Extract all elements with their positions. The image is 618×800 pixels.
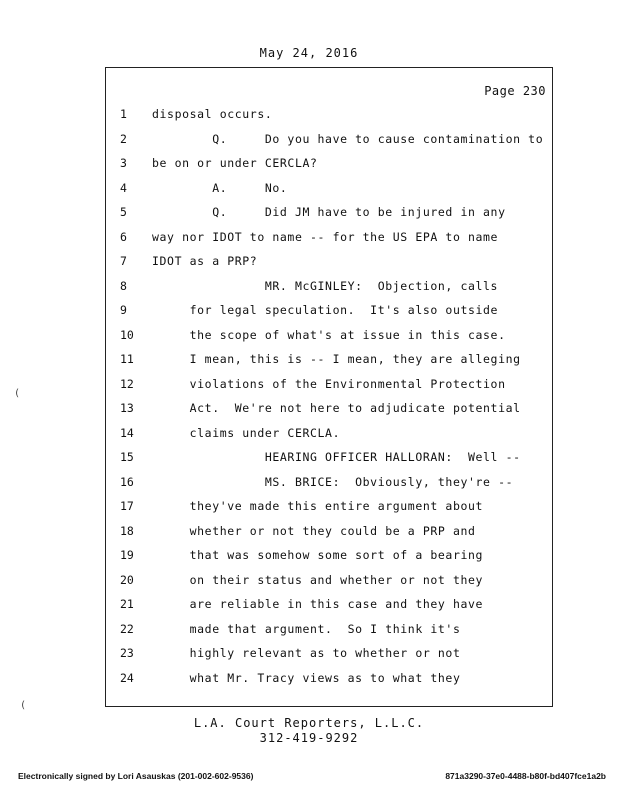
line-text: IDOT as a PRP? <box>152 254 258 268</box>
line-text: for legal speculation. It's also outside <box>152 303 499 317</box>
transcript-frame <box>105 67 553 707</box>
line-text: MS. BRICE: Obviously, they're -- <box>152 474 514 489</box>
line-number: 9 <box>120 303 127 317</box>
transcript-line <box>106 545 554 565</box>
line-text: I mean, this is -- I mean, they are alleging <box>152 352 521 366</box>
line-text: A. No. <box>152 180 288 195</box>
line-number: 3 <box>120 156 127 170</box>
transcript-line <box>106 349 554 369</box>
line-number: 1 <box>120 107 127 121</box>
document-hash: 871a3290-37e0-4488-b80f-bd407fce1a2b <box>445 771 606 781</box>
transcript-line <box>106 619 554 639</box>
line-number: 21 <box>120 597 134 611</box>
transcript-line <box>106 153 554 173</box>
line-number: 23 <box>120 646 134 660</box>
footer-phone: 312-419-9292 <box>259 731 359 745</box>
scan-mark: ( <box>14 388 21 399</box>
line-number: 20 <box>120 572 134 587</box>
transcript-line <box>106 129 554 149</box>
line-number: 13 <box>120 401 134 415</box>
footer-company: L.A. Court Reporters, L.L.C. <box>193 716 425 730</box>
line-text: Q. Did JM have to be injured in any <box>152 205 506 219</box>
line-text: the scope of what's at issue in this case. <box>152 327 506 342</box>
line-number: 16 <box>120 474 134 489</box>
line-number: 6 <box>120 229 127 244</box>
transcript-line <box>106 447 554 467</box>
line-text: Act. We're not here to adjudicate potential <box>152 401 521 415</box>
line-text: MR. McGINLEY: Objection, calls <box>152 278 499 293</box>
transcript-line <box>106 398 554 418</box>
line-text: made that argument. So I think it's <box>152 621 461 636</box>
line-text: what Mr. Tracy views as to what they <box>152 670 461 685</box>
line-text: on their status and whether or not they <box>152 572 484 587</box>
transcript-line <box>106 521 554 541</box>
transcript-line <box>106 251 554 271</box>
line-number: 4 <box>120 180 127 195</box>
scan-mark: ( <box>20 700 27 711</box>
electronic-signature-note: Electronically signed by Lori Asauskas (201-002-602-9536) <box>18 771 254 781</box>
line-number: 2 <box>120 131 127 146</box>
line-number: 18 <box>120 523 134 538</box>
line-text: disposal occurs. <box>152 107 273 121</box>
transcript-line <box>106 104 554 124</box>
transcript-line <box>106 594 554 614</box>
page-number: Page 230 <box>484 84 546 98</box>
line-text: highly relevant as to whether or not <box>152 646 461 660</box>
transcript-line <box>106 325 554 345</box>
line-number: 22 <box>120 621 134 636</box>
line-number: 17 <box>120 499 134 513</box>
line-number: 14 <box>120 425 134 440</box>
transcript-line <box>106 178 554 198</box>
line-text: way nor IDOT to name -- for the US EPA to name <box>152 229 499 244</box>
line-text: they've made this entire argument about <box>152 499 484 513</box>
transcript-line <box>106 643 554 663</box>
line-text: Q. Do you have to cause contamination to <box>152 131 544 146</box>
line-text: that was somehow some sort of a bearing <box>152 548 484 562</box>
line-text: whether or not they could be a PRP and <box>152 523 476 538</box>
line-number: 11 <box>120 352 134 366</box>
transcript-line <box>106 423 554 443</box>
transcript-line <box>106 374 554 394</box>
transcript-line <box>106 276 554 296</box>
page-header-date: May 24, 2016 <box>259 46 359 60</box>
transcript-line <box>106 472 554 492</box>
line-text: be on or under CERCLA? <box>152 156 318 170</box>
transcript-line <box>106 570 554 590</box>
line-text: HEARING OFFICER HALLORAN: Well -- <box>152 450 521 464</box>
line-number: 10 <box>120 327 134 342</box>
line-number: 24 <box>120 670 134 685</box>
line-number: 12 <box>120 376 134 391</box>
line-text: violations of the Environmental Protection <box>152 376 506 391</box>
line-number: 7 <box>120 254 127 268</box>
transcript-line <box>106 668 554 688</box>
transcript-line <box>106 202 554 222</box>
line-number: 15 <box>120 450 134 464</box>
transcript-line <box>106 496 554 516</box>
transcript-line <box>106 300 554 320</box>
line-number: 8 <box>120 278 127 293</box>
transcript-line <box>106 227 554 247</box>
line-number: 19 <box>120 548 134 562</box>
line-number: 5 <box>120 205 127 219</box>
line-text: are reliable in this case and they have <box>152 597 484 611</box>
line-text: claims under CERCLA. <box>152 425 341 440</box>
